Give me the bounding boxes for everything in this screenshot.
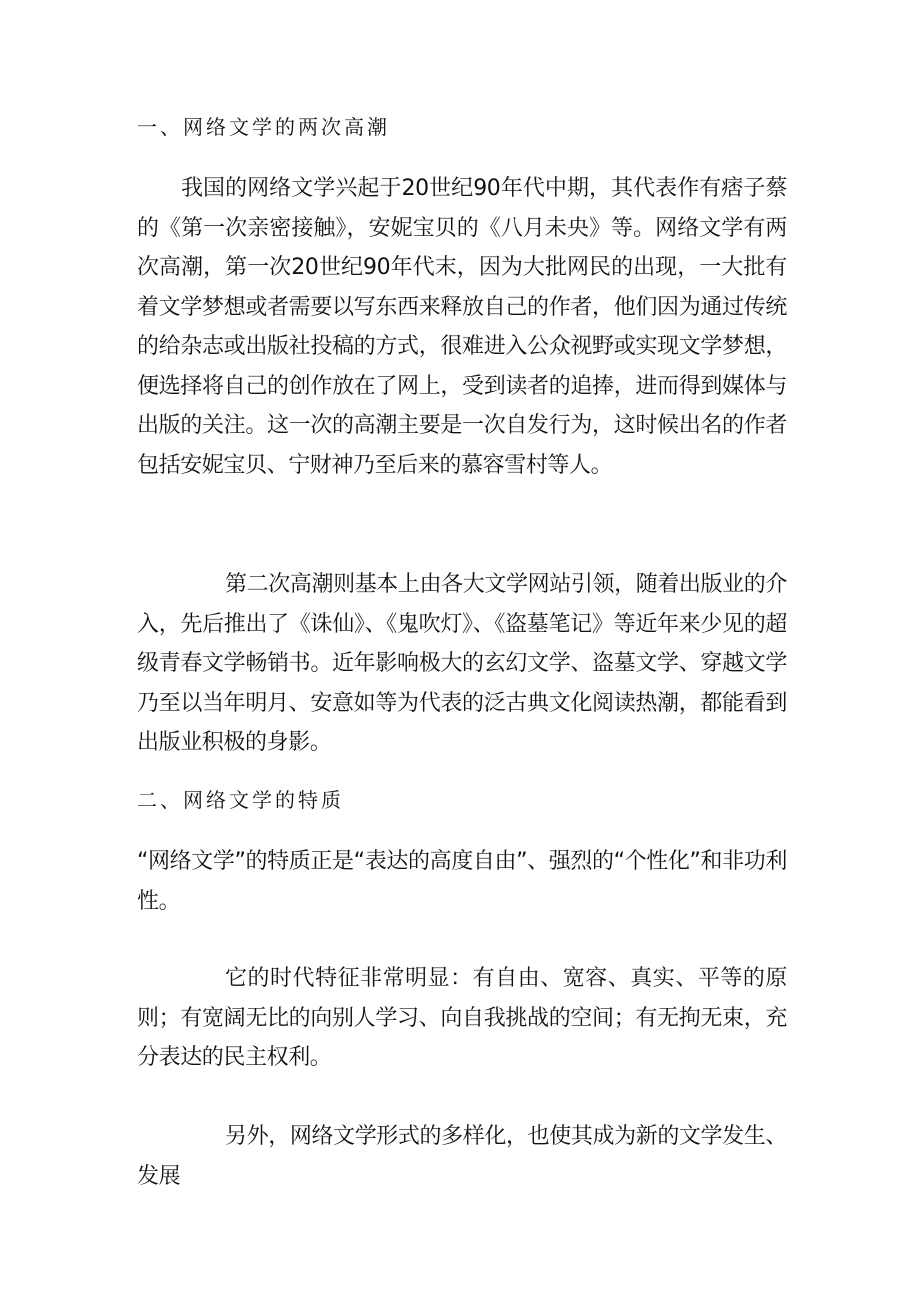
section-1-paragraph-2: 第二次高潮则基本上由各大文学网站引领，随着出版业的介入，先后推出了《诛仙》、《鬼吹灯》、《盗墓笔记》等近年来少见的超级青春文学畅销书。近年影响极大的玄幻文学、盗墓文学、穿越文学乃至以当年明月、安意如等为代表的泛古典文化阅读热潮，都能看到出版业积极的身影。	[137, 572, 787, 755]
section-2-paragraph-1: “网络文学”的特质正是“表达的高度自由”、强烈的“个性化”和非功利性。	[137, 849, 787, 914]
section-1-paragraph-1: 我国的网络文学兴起于20世纪90年代中期，其代表作有痞子蔡的《第一次亲密接触》，安妮宝贝的《八月未央》等。网络文学有两次高潮，第一次20世纪90年代末，因为大批网民的出现，一大批有着文学梦想或者需要以写东西来释放自己的作者，他们因为通过传统的给杂志或出版社投稿的方式，很难进入公众视野或实现文学梦想，便选择将自己的创作放在了网上，受到读者的追捧，进而得到媒体与出版的关注。这一次的高潮主要是一次自发行为，这时候出名的作者包括安妮宝贝、宁财神乃至后来的慕容雪村等人。	[137, 176, 787, 478]
section-1-heading: 一、网络文学的两次高潮	[137, 115, 390, 139]
section-2-paragraph-2: 它的时代特征非常明显：有自由、宽容、真实、平等的原则；有宽阔无比的向别人学习、向自我挑战的空间；有无拘无束，充分表达的民主权利。	[137, 966, 787, 1070]
section-2-paragraph-3: 另外，网络文学形式的多样化，也使其成为新的文学发生、发展	[137, 1124, 787, 1189]
section-2-heading: 二、网络文学的特质	[137, 788, 344, 812]
